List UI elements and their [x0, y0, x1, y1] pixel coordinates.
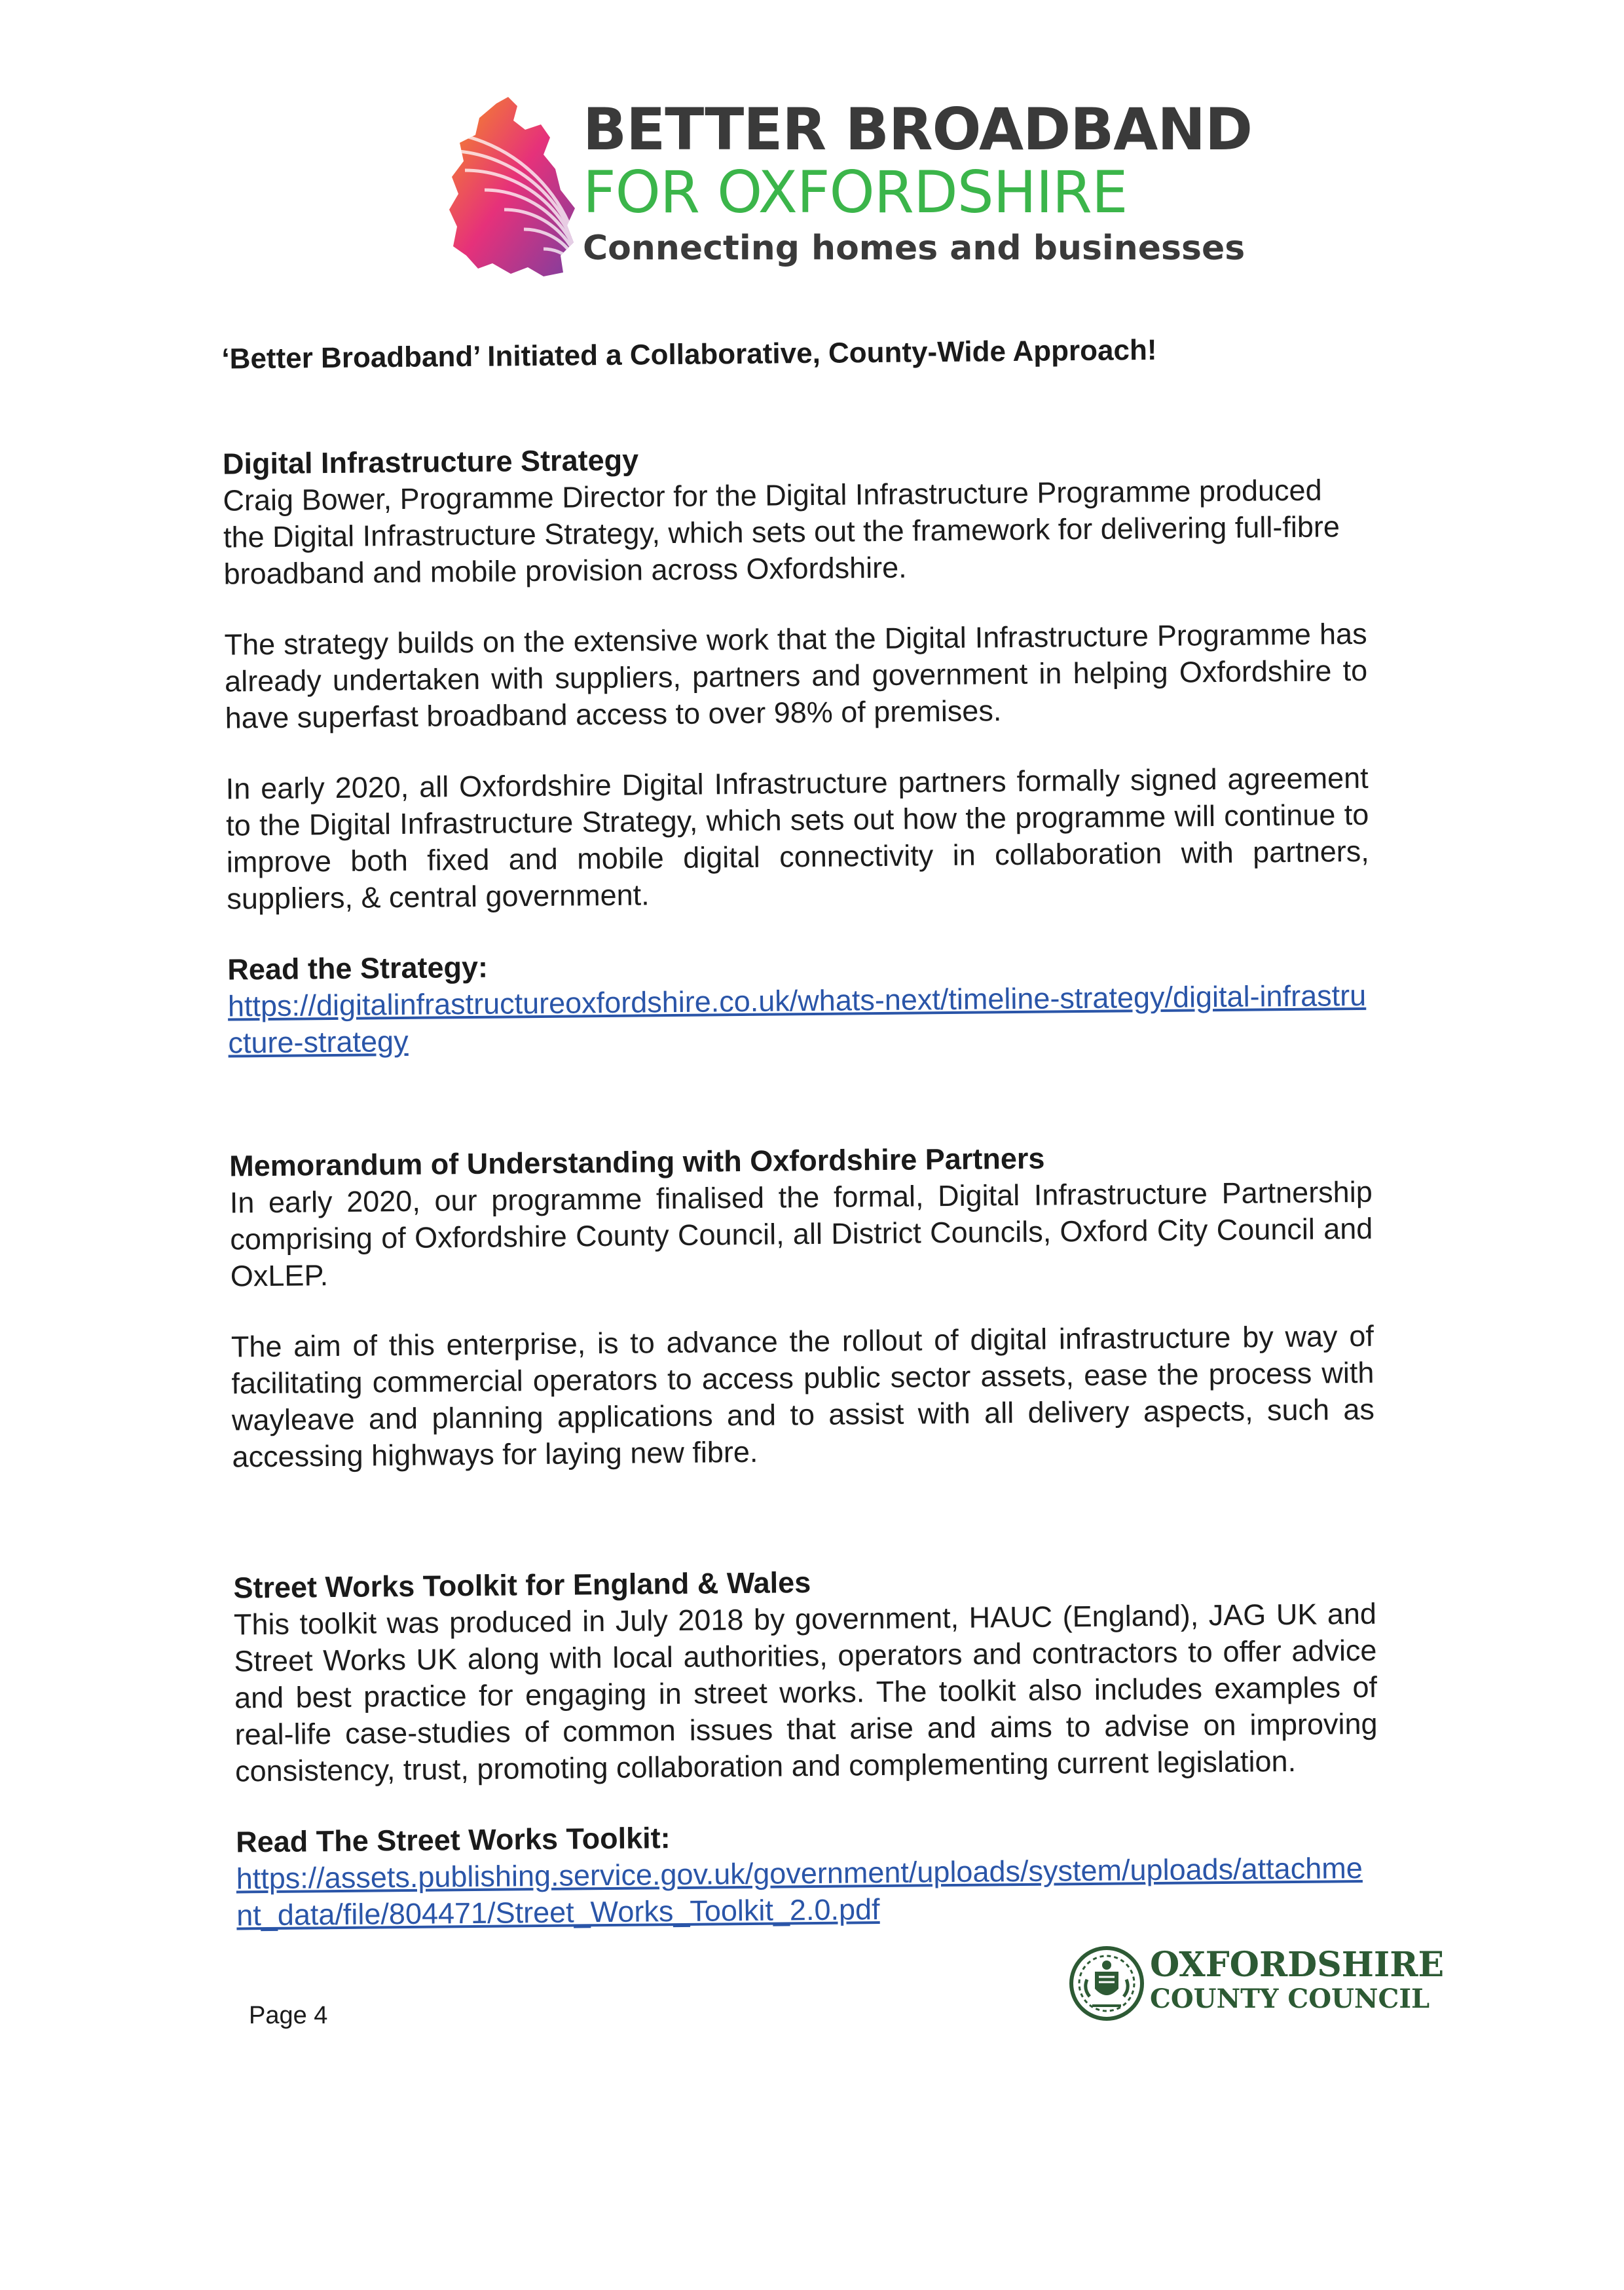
strategy-heading: Digital Infrastructure Strategy [222, 443, 639, 481]
council-name-line1: OXFORDSHIRE [1150, 1945, 1445, 1985]
memorandum-heading: Memorandum of Understanding with Oxfordshire Partners [229, 1141, 1045, 1183]
logo-line-for-oxfordshire: FOR OXFORDSHIRE [583, 159, 1128, 226]
logo-tagline: Connecting homes and businesses [583, 229, 1246, 268]
council-crest-icon [1069, 1945, 1145, 2021]
main-heading-block [221, 330, 1364, 378]
page-number: Page 4 [249, 2002, 328, 2029]
toolkit-link-label: Read The Street Works Toolkit: [235, 1821, 671, 1859]
strategy-paragraph-1: Craig Bower, Programme Director for the Digital Infrastructure Programme produced the Digital Infrastructure Strategy, which sets out the framework for delivering full-fibre broadband and mobile provision across Oxfordshire. [223, 473, 1340, 591]
toolkit-link[interactable]: https://assets.publishing.service.gov.uk/government/uploads/system/uploads/attachment_data/file/804471/Street_Works_Toolkit_2.0.pdf [236, 1850, 1363, 1932]
strategy-paragraph-2: The strategy builds on the extensive work that the Digital Infrastructure Programme has already undertaken with suppliers, partners and government in helping Oxfordshire to have superfast broadband access to over 98% of premises. [224, 616, 1368, 735]
strategy-link[interactable]: https://digitalinfrastructureoxfordshire.co.uk/whats-next/timeline-strategy/digital-infrastructure-strategy [227, 978, 1367, 1060]
council-name-line2: COUNTY COUNCIL [1150, 1983, 1430, 2014]
memorandum-paragraph-2: The aim of this enterprise, is to advance the rollout of digital infrastructure by way of facilitating commercial operators to access public sector assets, ease the process with wayleave and planning applications and to assist with all delivery aspects, such as accessing highways for laying new fibre. [231, 1319, 1375, 1474]
memorandum-paragraph-1: In early 2020, our programme finalised the formal, Digital Infrastructure Partnership comprising of Oxfordshire County Council, all District Councils, Oxford City Council and OxLEP. [229, 1174, 1373, 1293]
page-title: ‘Better Broadband’ Initiated a Collaborative, County-Wide Approach! [221, 333, 1157, 375]
better-broadband-logo [445, 92, 1253, 282]
toolkit-paragraph-1: This toolkit was produced in July 2018 by government, HAUC (England), JAG UK and Street Works UK along with local authorities, operators and contractors to offer advice and best practice for engaging in street works. The toolkit also includes examples of real-life case-studies of common issues that arise and aims to advise on improving consistency, trust, promoting collaboration and complementing current legislation. [233, 1596, 1378, 1788]
memorandum-section [229, 1137, 1375, 1476]
oxfordshire-county-council-logo [1069, 1945, 1445, 2024]
strategy-link-label: Read the Strategy: [227, 950, 489, 986]
strategy-section [223, 435, 1371, 1062]
toolkit-section [233, 1559, 1379, 1934]
better-broadband-wordmark [583, 96, 1253, 272]
logo-line-better-broadband: BETTER BROADBAND [583, 96, 1253, 163]
toolkit-heading: Street Works Toolkit for England & Wales [233, 1566, 811, 1605]
strategy-paragraph-3: In early 2020, all Oxfordshire Digital Infrastructure partners formally signed agreement to the Digital Infrastructure Strategy, which sets out how the programme will continue to improve both fixed and mobile digital connectivity in collaboration with partners, suppliers, & central government. [225, 760, 1369, 916]
oxfordshire-map-icon [445, 92, 576, 282]
